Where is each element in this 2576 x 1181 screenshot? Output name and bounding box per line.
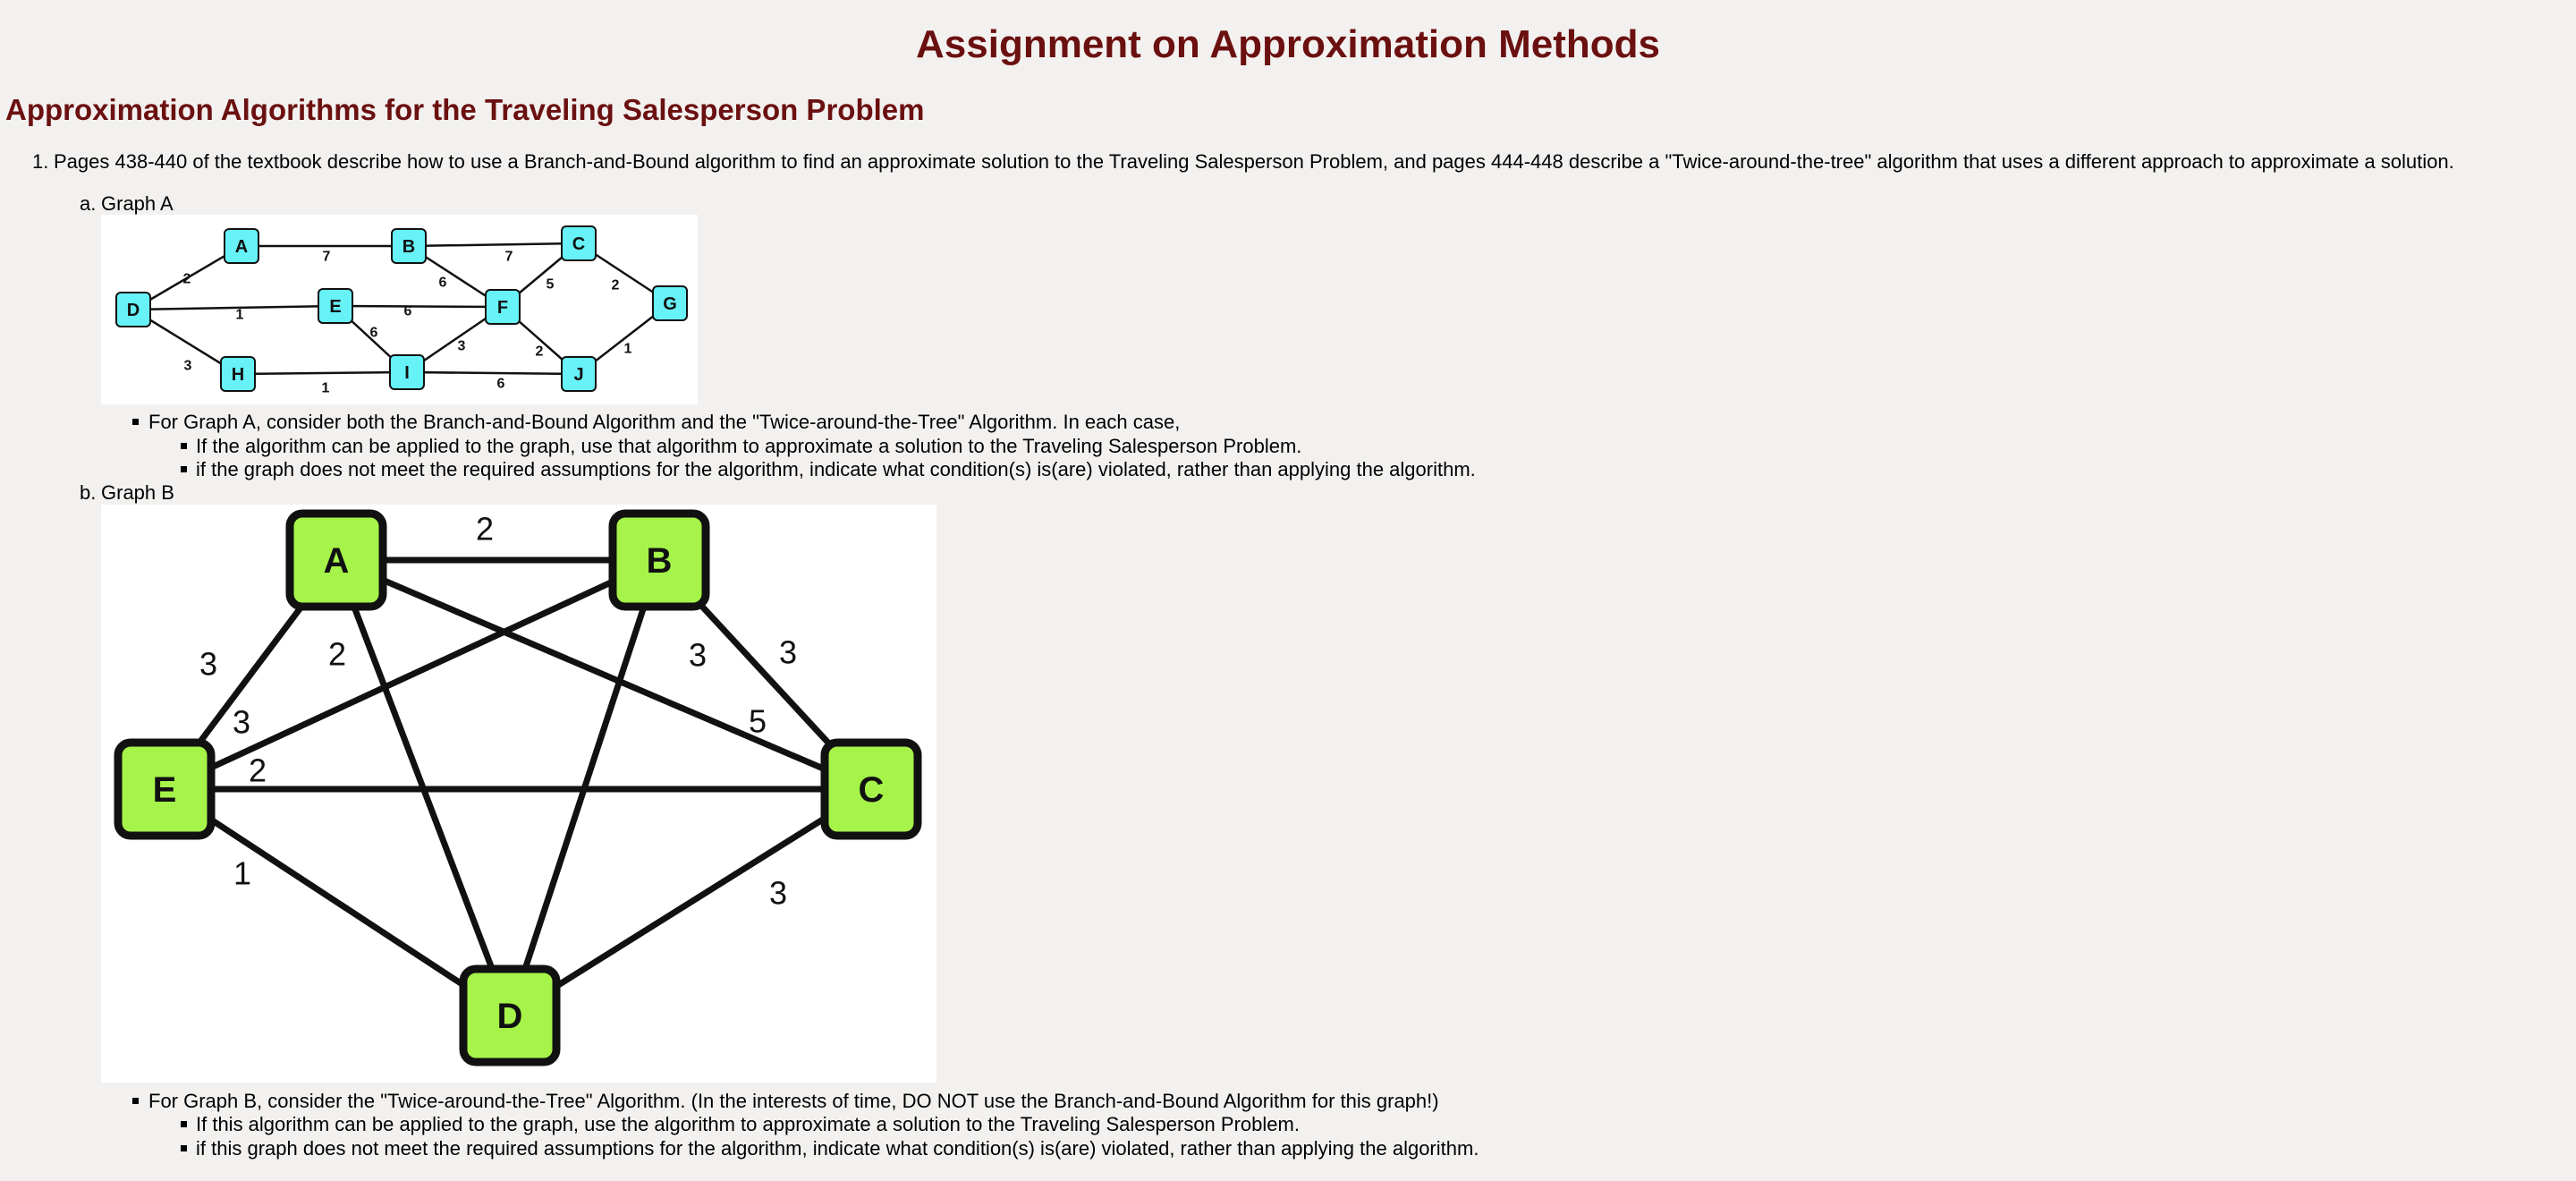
bullet-square	[181, 1121, 187, 1127]
edge-weight-C-G: 2	[611, 277, 620, 293]
node-label-D: D	[126, 301, 140, 320]
part-b-sub-item-1: If this algorithm can be applied to the graph, use the algorithm to approximate a solution to the Traveling Salesperson Problem.	[196, 1113, 1300, 1135]
edge-B-C	[409, 243, 579, 246]
graph-a-figure	[101, 215, 698, 404]
section-title: Approximation Algorithms for the Traveling Salesperson Problem	[5, 93, 925, 126]
bullet-square	[132, 1098, 139, 1104]
node-label-B: B	[646, 541, 673, 581]
node-label-J: J	[573, 365, 584, 385]
edge-weight-A-E: 3	[199, 645, 218, 683]
node-E	[118, 743, 211, 836]
node-A	[290, 514, 383, 607]
edge-E-D	[165, 789, 510, 1015]
node-label-D: D	[496, 997, 523, 1036]
graph-b-figure	[101, 505, 936, 1083]
edge-weight-B-E: 3	[232, 703, 251, 741]
node-label-F: F	[496, 298, 509, 318]
edge-weight-D-A: 2	[182, 271, 191, 287]
problem-text: Pages 438-440 of the textbook describe how to use a Branch-and-Bound algorithm to find an approximate solution to the Traveling Salesperson Problem, and pages 444-448 describe a "Twice-around-the-tree" algorithm that uses a different approach to approximate a solution.	[54, 150, 2454, 173]
bullet-square	[132, 419, 139, 425]
edge-weight-E-I: 6	[369, 325, 378, 341]
node-I	[390, 355, 424, 389]
part-a-instruction: For Graph A, consider both the Branch-and-Bound Algorithm and the "Twice-around-the-Tree" Algorithm. In each case,	[148, 411, 1181, 433]
edge-weight-A-B: 7	[322, 249, 331, 265]
bullet-square	[181, 1145, 187, 1151]
edge-weight-C-D: 3	[768, 874, 788, 912]
edge-E-F	[335, 306, 503, 307]
part-a-sub-item-2: if the graph does not meet the required assumptions for the algorithm, indicate what condition(s) is(are) violated, rather than applying the algorithm.	[196, 458, 1476, 480]
node-B	[392, 229, 426, 263]
part-a-marker: a.	[80, 192, 97, 215]
node-E	[318, 289, 352, 323]
edge-weight-B-C: 3	[778, 633, 798, 671]
edge-weight-I-J: 6	[496, 376, 505, 392]
node-H	[221, 357, 255, 391]
part-a-sub-item-1: If the algorithm can be applied to the graph, use that algorithm to approximate a solution to the Traveling Salesperson Problem.	[196, 435, 1302, 457]
edge-H-I	[238, 372, 407, 374]
node-F	[486, 290, 520, 324]
node-label-E: E	[152, 770, 177, 810]
node-J	[562, 357, 596, 391]
problem-number: 1.	[32, 150, 49, 173]
node-C	[825, 743, 918, 836]
graph-b-diagram	[101, 505, 936, 1083]
edge-weight-B-D: 3	[688, 636, 708, 674]
node-label-I: I	[404, 363, 410, 383]
edge-weight-B-F: 6	[438, 275, 447, 291]
node-G	[653, 286, 687, 320]
node-label-A: A	[234, 237, 249, 257]
bullet-square	[181, 443, 187, 449]
edge-weight-A-B: 2	[475, 510, 495, 548]
part-b-marker: b.	[80, 481, 97, 504]
edge-weight-E-F: 6	[403, 303, 412, 319]
node-label-H: H	[231, 365, 245, 385]
part-b-sub-item-2: if this graph does not meet the required assumptions for the algorithm, indicate what condition(s) is(are) violated, rather than applying the algorithm.	[196, 1137, 1479, 1160]
edge-weight-B-C: 7	[504, 249, 513, 265]
node-A	[225, 229, 258, 263]
node-B	[613, 514, 706, 607]
edge-weight-D-H: 3	[183, 358, 192, 374]
node-D	[116, 293, 150, 327]
bullet-square	[181, 466, 187, 472]
edge-weight-F-C: 5	[546, 276, 555, 293]
graph-a-diagram	[101, 215, 698, 404]
edge-weight-E-C: 2	[248, 752, 267, 789]
edge-C-D	[510, 789, 871, 1015]
edge-weight-A-C: 5	[748, 702, 767, 740]
edges	[165, 560, 871, 1015]
part-a-label: Graph A	[101, 192, 174, 215]
node-label-C: C	[572, 234, 586, 254]
edge-weight-I-F: 3	[457, 338, 466, 354]
node-label-G: G	[663, 294, 677, 314]
node-C	[562, 226, 596, 260]
node-D	[463, 969, 556, 1062]
edge-I-J	[407, 372, 579, 374]
node-label-A: A	[323, 541, 350, 581]
node-label-E: E	[329, 297, 342, 317]
edge-weight-J-G: 1	[623, 341, 632, 357]
page-title: Assignment on Approximation Methods	[916, 22, 1660, 66]
part-b-label: Graph B	[101, 481, 174, 504]
edge-weight-D-E: 1	[235, 307, 244, 323]
node-label-B: B	[402, 237, 416, 257]
edge-D-E	[133, 306, 335, 310]
part-b-instruction: For Graph B, consider the "Twice-around-the-Tree" Algorithm. (In the interests of time, DO NOT use the Branch-and-Bound Algorithm for this graph!)	[148, 1090, 1439, 1112]
edge-weight-E-D: 1	[233, 854, 252, 892]
edge-weight-F-J: 2	[535, 344, 544, 360]
node-label-C: C	[858, 770, 885, 810]
edge-weight-A-D: 2	[327, 635, 347, 673]
edge-weight-H-I: 1	[321, 380, 330, 396]
